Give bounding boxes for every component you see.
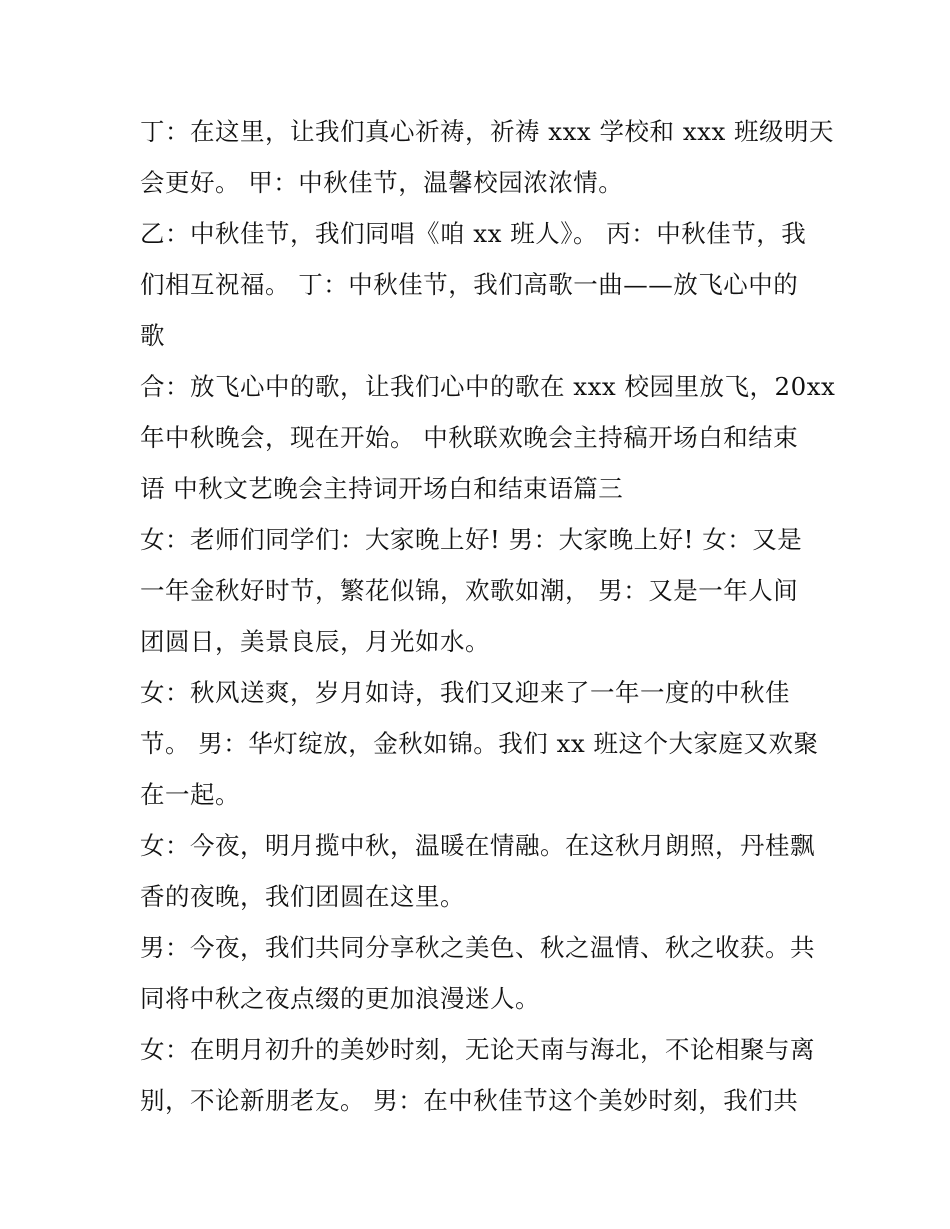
text-line: 女：秋风送爽，岁月如诗，我们又迎来了一年一度的中秋佳	[140, 678, 790, 707]
text-line: 团圆日，美景良辰，月光如水。	[140, 627, 490, 656]
paragraph	[140, 106, 835, 208]
text-line: 女：今夜，明月揽中秋，温暖在情融。在这秋月朗照，丹桂飘	[140, 831, 815, 860]
text-line: 别，不论新朋老友。 男：在中秋佳节这个美妙时刻，我们共	[140, 1086, 799, 1115]
text-line: 节。 男：华灯绽放，金秋如锦。我们 xx 班这个大家庭又欢聚	[140, 729, 819, 758]
text-line: 乙：中秋佳节，我们同唱《咱 xx 班人》。 丙：中秋佳节，我	[140, 219, 807, 248]
document-body	[140, 106, 836, 1126]
text-line: 语 中秋文艺晚会主持词开场白和结束语篇三	[140, 474, 624, 503]
text-line: 们相互祝福。 丁：中秋佳节，我们高歌一曲——放飞心中的	[140, 270, 799, 299]
text-line: 歌	[140, 321, 165, 350]
text-line: 丁：在这里，让我们真心祈祷，祈祷 xxx 学校和 xxx 班级明天	[140, 117, 835, 146]
paragraph	[140, 514, 820, 667]
text-line: 女：在明月初升的美妙时刻，无论天南与海北，不论相聚与离	[140, 1035, 815, 1064]
text-line: 合：放飞心中的歌，让我们心中的歌在 xxx 校园里放飞，20xx	[140, 372, 836, 401]
paragraph	[140, 667, 820, 820]
text-line: 同将中秋之夜点缀的更加浪漫迷人。	[140, 984, 540, 1013]
text-line: 男：今夜，我们共同分享秋之美色、秋之温情、秋之收获。共	[140, 933, 815, 962]
paragraph	[140, 208, 820, 361]
paragraph	[140, 361, 836, 514]
paragraph	[140, 820, 820, 922]
text-line: 在一起。	[140, 780, 240, 809]
paragraph	[140, 922, 820, 1024]
text-line: 女：老师们同学们：大家晚上好! 男：大家晚上好! 女：又是	[140, 525, 803, 554]
text-line: 年中秋晚会，现在开始。 中秋联欢晚会主持稿开场白和结束	[140, 423, 799, 452]
text-line: 一年金秋好时节，繁花似锦，欢歌如潮， 男：又是一年人间	[140, 576, 799, 605]
text-line: 香的夜晚，我们团圆在这里。	[140, 882, 465, 911]
paragraph	[140, 1024, 820, 1126]
text-line: 会更好。 甲：中秋佳节，温馨校园浓浓情。	[140, 168, 624, 197]
